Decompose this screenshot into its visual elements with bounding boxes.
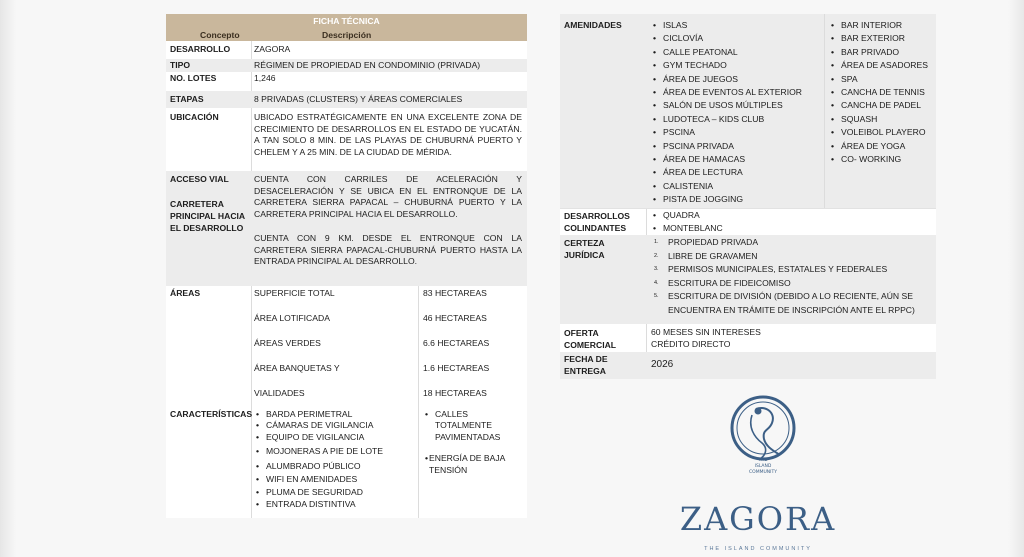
area-value: 46 HECTAREAS bbox=[423, 313, 487, 323]
list-item: • MONTEBLANC bbox=[651, 223, 723, 234]
colindantes-list bbox=[651, 210, 723, 235]
area-value: 18 HECTAREAS bbox=[423, 388, 487, 398]
row-label: OFERTA COMERCIAL bbox=[564, 328, 617, 350]
row-label: ACCESO VIAL bbox=[170, 174, 229, 184]
area-name: VIALIDADES bbox=[254, 388, 305, 398]
row-areas bbox=[166, 286, 527, 419]
row-label: UBICACIÓN bbox=[170, 112, 219, 122]
list-item: • ALUMBRADO PÚBLICO bbox=[254, 461, 383, 472]
amenidades-table bbox=[560, 14, 936, 379]
column-header-concepto: Concepto bbox=[200, 30, 240, 40]
list-item: 5. ESCRITURA DE DIVISIÓN (DEBIDO A LO RECIENTE, AÚN SE bbox=[650, 290, 915, 304]
row-certeza bbox=[560, 235, 936, 324]
row-label: AMENIDADES bbox=[564, 20, 622, 30]
list-item: 4. ESCRITURA DE FIDEICOMISO bbox=[650, 277, 915, 291]
list-item: • ÁREA DE YOGA bbox=[829, 141, 928, 152]
row-value: CUENTA CON CARRILES DE ACELERACIÓN Y DESACELERACIÓN Y SE UBICA EN EL ENTRONQUE DE LA CARRETERA SIERRA PAPACAL – CHUBURNÁ PUERTO Y LA CARRETERA PRINCIPAL HACIA EL DESARROLLO. bbox=[254, 174, 522, 219]
table-title: FICHA TÉCNICA bbox=[166, 14, 527, 29]
area-name: ÁREA LOTIFICADA bbox=[254, 313, 330, 323]
page-edge-left bbox=[0, 0, 16, 557]
list-item: • LUDOTECA – KIDS CLUB bbox=[651, 114, 802, 125]
list-item: • ÁREA DE JUEGOS bbox=[651, 74, 802, 85]
ficha-tecnica-table bbox=[166, 14, 527, 518]
list-item: • ÁREA DE LECTURA bbox=[651, 167, 802, 178]
list-item: • ÁREA DE ASADORES bbox=[829, 60, 928, 71]
list-item: • CICLOVÍA bbox=[651, 33, 802, 44]
list-item: • BAR EXTERIOR bbox=[829, 33, 928, 44]
emblem-text-island: ISLAND bbox=[754, 464, 772, 469]
area-value: 83 HECTAREAS bbox=[423, 288, 487, 298]
row-desarrollo bbox=[166, 41, 527, 58]
row-value: UBICADO ESTRATÉGICAMENTE EN UNA EXCELENTE ZONA DE CRECIMIENTO DE DESARROLLOS EN EL ESTADO DE YUCATÁN. A TAN SOLO 8 MIN. DE LAS PLAYAS DE CHUBURNÁ PUERTO Y CHELEM Y A 25 MIN. DE LA CIUDAD DE MÉRIDA. bbox=[254, 112, 522, 157]
list-item: • CO- WORKING bbox=[829, 154, 928, 165]
row-colindantes bbox=[560, 209, 936, 234]
area-value: 1.6 HECTAREAS bbox=[423, 363, 490, 373]
column-header-descripcion: Descripción bbox=[322, 30, 372, 40]
row-label: CARACTERÍSTICAS bbox=[170, 409, 253, 419]
emblem-text-community: COMMUNITY bbox=[749, 470, 777, 475]
list-item: • PSCINA bbox=[651, 127, 802, 138]
row-label: CERTEZA JURÍDICA bbox=[564, 238, 605, 260]
list-item: • ÁREA DE HAMACAS bbox=[651, 154, 802, 165]
row-etapas bbox=[166, 91, 527, 108]
row-lotes bbox=[166, 72, 527, 90]
certeza-list bbox=[650, 236, 915, 318]
amenidades-list-2 bbox=[829, 20, 928, 165]
row-value: 2026 bbox=[651, 359, 674, 370]
row-label: FECHA DE ENTREGA bbox=[564, 354, 608, 376]
row-caracteristicas bbox=[166, 406, 527, 518]
row-value: CRÉDITO DIRECTO bbox=[651, 339, 731, 349]
table-column-headers bbox=[166, 29, 527, 41]
list-item: • GYM TECHADO bbox=[651, 60, 802, 71]
row-label: TIPO bbox=[170, 60, 191, 70]
list-item: • BARDA PERIMETRAL bbox=[254, 409, 383, 420]
list-item: • CANCHA DE PADEL bbox=[829, 100, 928, 111]
row-label: ÁREAS bbox=[170, 288, 201, 298]
row-oferta bbox=[560, 325, 936, 352]
row-amenidades bbox=[560, 14, 936, 208]
row-ubicacion bbox=[166, 110, 527, 170]
row-value: RÉGIMEN DE PROPIEDAD EN CONDOMINIO (PRIVADA) bbox=[254, 60, 481, 70]
list-item: • BAR INTERIOR bbox=[829, 20, 928, 31]
area-value: 6.6 HECTAREAS bbox=[423, 338, 490, 348]
list-item: 1. PROPIEDAD PRIVADA bbox=[650, 236, 915, 250]
list-item: • PISTA DE JOGGING bbox=[651, 194, 802, 205]
area-name: SUPERFICIE TOTAL bbox=[254, 288, 335, 298]
list-item: ENCUENTRA EN TRÁMITE DE INSCRIPCIÓN ANTE EL RPPC) bbox=[668, 304, 915, 315]
list-item: • VOLEIBOL PLAYERO bbox=[829, 127, 928, 138]
row-entrega bbox=[560, 352, 936, 379]
row-value: 60 MESES SIN INTERESES bbox=[651, 327, 761, 337]
list-item: • SALÓN DE USOS MÚLTIPLES bbox=[651, 100, 802, 111]
brand-tagline: THE ISLAND COMMUNITY bbox=[704, 546, 812, 552]
list-item: • ENTRADA DISTINTIVA bbox=[254, 499, 383, 510]
row-tipo bbox=[166, 59, 527, 72]
caracteristicas-extra-list bbox=[423, 409, 519, 476]
row-label: DESARROLLOS COLINDANTES bbox=[564, 211, 630, 233]
caracteristicas-list bbox=[254, 409, 383, 510]
amenidades-list-1 bbox=[651, 20, 802, 206]
list-item: • CALLE PEATONAL bbox=[651, 47, 802, 58]
list-item: • CÁMARAS DE VIGILANCIA bbox=[254, 420, 383, 431]
list-item: • WIFI EN AMENIDADES bbox=[254, 474, 383, 485]
brand-logo-wordmark: ZAGORA bbox=[679, 500, 837, 538]
page-edge-right bbox=[1008, 0, 1024, 557]
list-item: • PLUMA DE SEGURIDAD bbox=[254, 487, 383, 498]
list-item: 3. PERMISOS MUNICIPALES, ESTATALES Y FEDERALES bbox=[650, 263, 915, 277]
row-label: ETAPAS bbox=[170, 94, 204, 104]
list-item: • CALISTENIA bbox=[651, 181, 802, 192]
list-item: • SPA bbox=[829, 74, 928, 85]
list-item: • QUADRA bbox=[651, 210, 723, 221]
area-name: ÁREA BANQUETAS Y bbox=[254, 363, 340, 373]
row-acceso-vial bbox=[166, 171, 527, 286]
caracteristicas-divider bbox=[418, 406, 419, 518]
zagora-emblem-icon bbox=[726, 393, 800, 481]
list-item: • BAR PRIVADO bbox=[829, 47, 928, 58]
row-label: NO. LOTES bbox=[170, 73, 217, 83]
emblem-text-the: THE bbox=[758, 458, 768, 463]
amenidades-divider bbox=[824, 14, 825, 208]
list-item: • MOJONERAS A PIE DE LOTE bbox=[254, 446, 383, 457]
area-name: ÁREAS VERDES bbox=[254, 338, 321, 348]
areas-divider bbox=[418, 286, 419, 419]
list-item: • ÁREA DE EVENTOS AL EXTERIOR bbox=[651, 87, 802, 98]
list-item: 2. LIBRE DE GRAVAMEN bbox=[650, 250, 915, 264]
list-item: • PSCINA PRIVADA bbox=[651, 141, 802, 152]
row-value: 1,246 bbox=[254, 73, 276, 83]
row-value-carretera: CUENTA CON 9 KM. DESDE EL ENTRONQUE CON LA CARRETERA SIERRA PAPACAL-CHUBURNÁ PUERTO HASTA LA ENTRADA PRINCIPAL AL DESARROLLO. bbox=[254, 233, 522, 266]
list-item: • EQUIPO DE VIGILANCIA bbox=[254, 432, 383, 443]
list-item: • CANCHA DE TENNIS bbox=[829, 87, 928, 98]
list-item: • ISLAS bbox=[651, 20, 802, 31]
row-value: ZAGORA bbox=[254, 44, 291, 54]
row-label-carretera: CARRETERA PRINCIPAL HACIA EL DESARROLLO bbox=[170, 199, 245, 234]
row-value: 8 PRIVADAS (CLUSTERS) Y ÁREAS COMERCIALES bbox=[254, 94, 463, 104]
row-label: DESARROLLO bbox=[170, 44, 231, 54]
list-item: • ENERGÍA DE BAJA TENSIÓN bbox=[423, 453, 519, 476]
list-item: • SQUASH bbox=[829, 114, 928, 125]
list-item: • CALLES TOTALMENTE PAVIMENTADAS bbox=[423, 409, 515, 443]
